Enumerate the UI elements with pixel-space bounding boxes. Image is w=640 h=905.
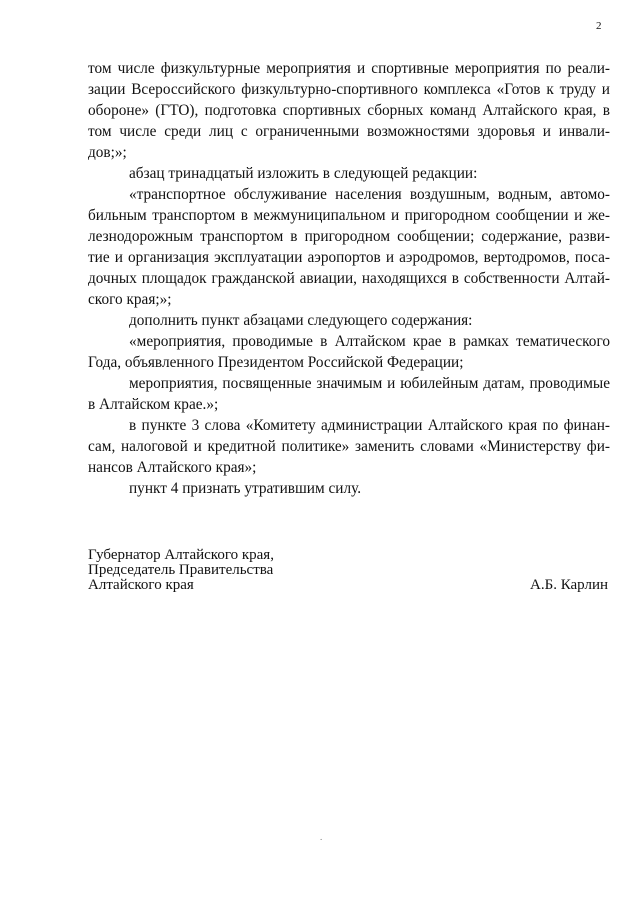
text-line: том числе среди лиц с ограниченными возможностями здоровья и инвали- <box>88 123 610 140</box>
text-line: сам, налоговой и кредитной политике» заменить словами «Министерству фи- <box>88 438 610 455</box>
text-line: Года, объявленного Президентом Российской Федерации; <box>88 354 464 371</box>
signatory-title-line: Губернатор Алтайского края, <box>88 547 274 563</box>
text-line: дов;»; <box>88 144 127 161</box>
page-number: 2 <box>596 20 602 32</box>
text-line: обороне» (ГТО), подготовка спортивных сборных команд Алтайского края, в <box>88 102 610 119</box>
text-line: дочных площадок гражданской авиации, находящихся в собственности Алтай- <box>88 270 610 287</box>
text-line: том числе физкультурные мероприятия и спортивные мероприятия по реали- <box>88 60 610 77</box>
text-line: «мероприятия, проводимые в Алтайском крае в рамках тематического <box>129 333 610 350</box>
text-line: дополнить пункт абзацами следующего содержания: <box>129 312 473 329</box>
text-line: нансов Алтайского края»; <box>88 459 257 476</box>
text-line: ского края;»; <box>88 291 172 308</box>
text-line: пункт 4 признать утратившим силу. <box>129 480 362 497</box>
text-line: зации Всероссийского физкультурно-спортивного комплекса «Готов к труду и <box>88 81 610 98</box>
text-line: мероприятия, посвященные значимым и юбилейным датам, проводимые <box>129 375 610 392</box>
footer-mark: . <box>320 832 323 842</box>
text-line: в пункте 3 слова «Комитету администрации Алтайского края по финан- <box>129 417 610 434</box>
text-line: бильным транспортом в межмуниципальном и пригородном сообщении и же- <box>88 207 610 224</box>
text-line: тие и организация эксплуатации аэропортов и аэродромов, вертодромов, поса- <box>88 249 610 266</box>
text-line: абзац тринадцатый изложить в следующей редакции: <box>129 165 478 182</box>
text-line: лезнодорожным транспортом в пригородном сообщении; содержание, разви- <box>88 228 610 245</box>
signatory-title-line: Алтайского края <box>88 577 194 593</box>
text-line: «транспортное обслуживание населения воздушным, водным, автомо- <box>129 186 610 203</box>
signatory-title-line: Председатель Правительства <box>88 562 274 578</box>
signatory-name: А.Б. Карлин <box>530 577 609 593</box>
text-line: в Алтайском крае.»; <box>88 396 219 413</box>
